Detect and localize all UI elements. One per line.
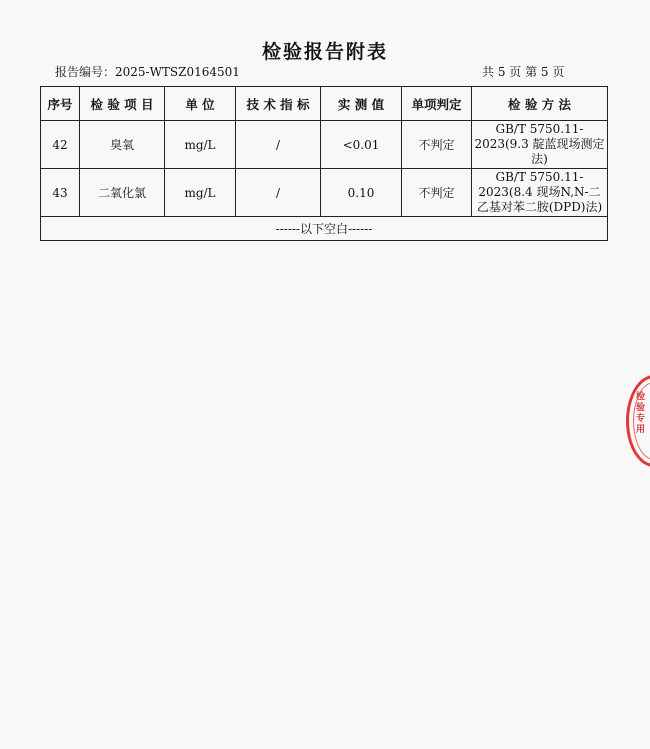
cell-judgement: 不判定 xyxy=(402,169,472,217)
header-item: 检 验 项 目 xyxy=(80,87,165,121)
seal-text: 检验专用 xyxy=(636,392,646,435)
table-header-row xyxy=(41,87,608,121)
cell-method: GB/T 5750.11-2023(9.3 靛蓝现场测定法) xyxy=(472,121,608,169)
cell-unit: mg/L xyxy=(165,121,236,169)
report-number: 报告编号：2025-WTSZ0164501 xyxy=(55,65,240,79)
cell-item: 臭氧 xyxy=(80,121,165,169)
cell-value: <0.01 xyxy=(321,121,402,169)
header-method: 检 验 方 法 xyxy=(472,87,608,121)
header-judgement: 单项判定 xyxy=(402,87,472,121)
header-unit: 单 位 xyxy=(165,87,236,121)
blank-row xyxy=(41,217,608,241)
cell-no: 42 xyxy=(41,121,80,169)
cell-spec: / xyxy=(236,121,321,169)
cell-judgement: 不判定 xyxy=(402,121,472,169)
table-row xyxy=(41,121,608,169)
cell-item: 二氧化氯 xyxy=(80,169,165,217)
cell-method: GB/T 5750.11-2023(8.4 现场N,N-二乙基对苯二胺(DPD)法) xyxy=(472,169,608,217)
header-no: 序号 xyxy=(41,87,80,121)
cell-no: 43 xyxy=(41,169,80,217)
results-table xyxy=(40,86,608,241)
blank-marker: ------以下空白------ xyxy=(41,217,608,241)
cell-value: 0.10 xyxy=(321,169,402,217)
page-info: 共 5 页 第 5 页 xyxy=(482,65,565,79)
header-value: 实 测 值 xyxy=(321,87,402,121)
cell-spec: / xyxy=(236,169,321,217)
document-title: 检验报告附表 xyxy=(261,41,388,63)
header-spec: 技 术 指 标 xyxy=(236,87,321,121)
seal-stamp xyxy=(626,375,650,467)
cell-unit: mg/L xyxy=(165,169,236,217)
table-row xyxy=(41,169,608,217)
